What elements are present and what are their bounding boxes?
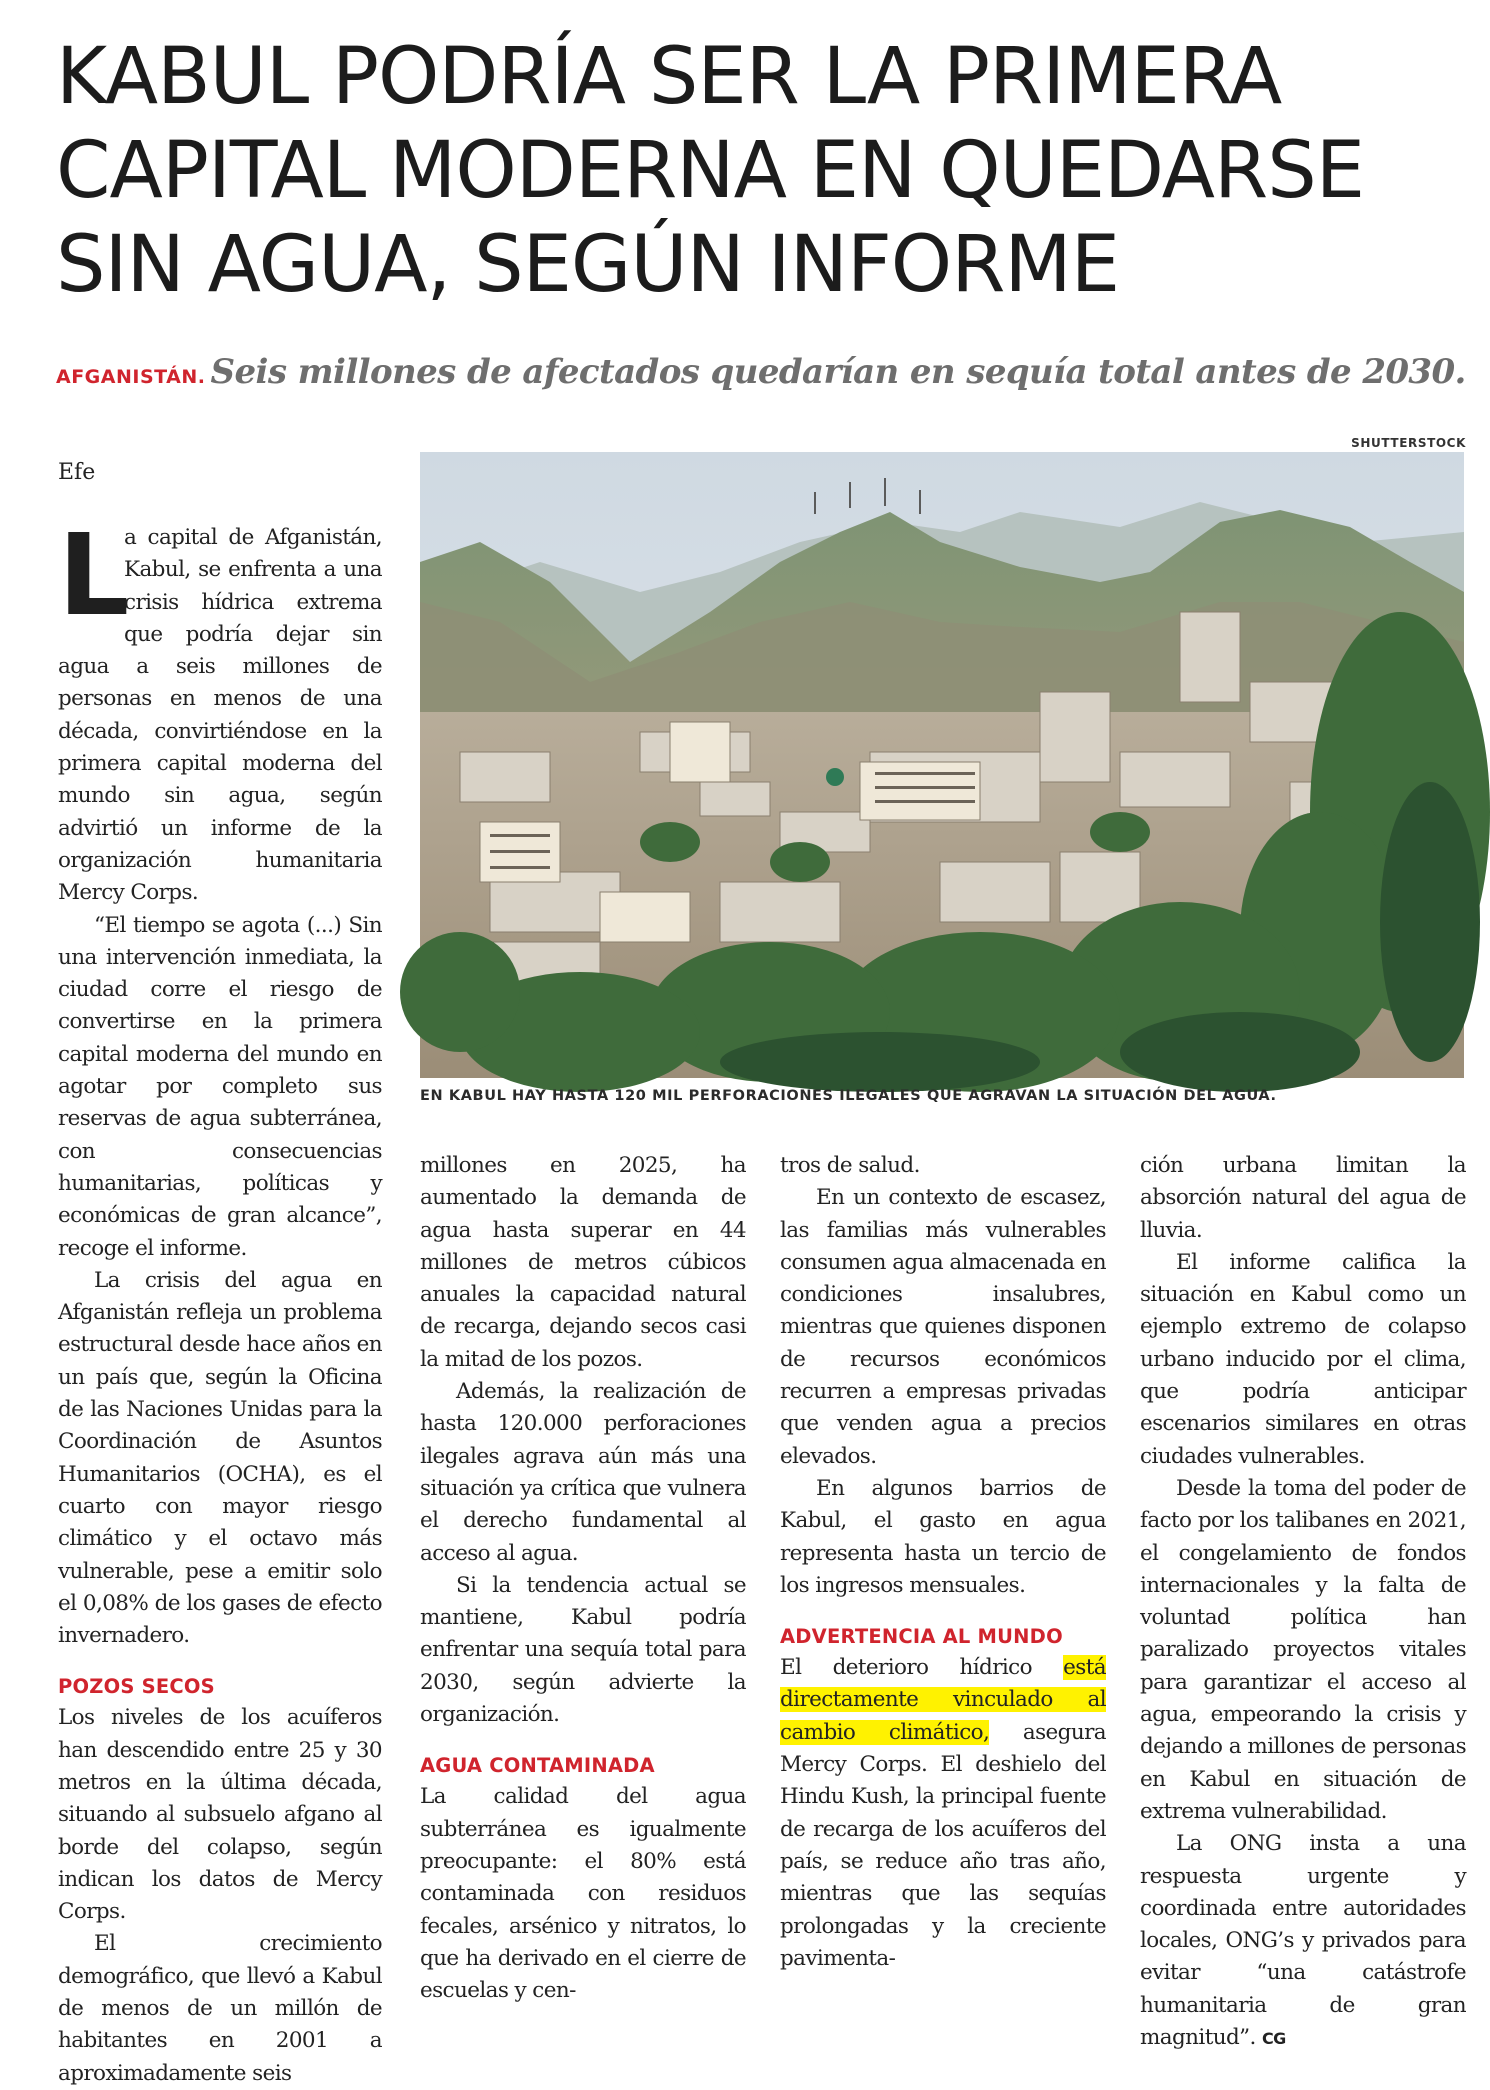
paragraph: Si la tendencia actual se mantiene, Kabul podría enfrentar una sequía total para 2030, según advierte la organización.: [420, 1572, 746, 1728]
paragraph: La calidad del agua subterránea es igualmente preocupante: el 80% está contaminada con residuos fecales, arsénico y nitratos, lo que ha derivado en el cierre de escuelas y cen-: [420, 1784, 746, 2004]
article-column-1: [58, 511, 382, 2090]
paragraph: Desde la toma del poder de facto por los talibanes en 2021, el congelamiento de fondos internacionales y la falta de voluntad política han paralizado proyectos vitales para garantizar el acceso al agua, empeorando la crisis y dejando a millones de personas en Kabul en situación de extrema vulnerabilidad.: [1140, 1475, 1466, 1824]
paragraph: El informe califica la situación en Kabul como un ejemplo extremo de colapso urbano inducido por el clima, que podría anticipar escenarios similares en otras ciudades vulnerables.: [1140, 1249, 1466, 1469]
text-run: El deterioro hídrico: [780, 1655, 1064, 1681]
paragraph: tros de salud.: [780, 1153, 920, 1178]
paragraph: millones en 2025, ha aumentado la demanda de agua hasta superar en 44 millones de metros cúbicos anuales la capacidad natural de recarga, dejando secos casi la mitad de los pozos.: [420, 1153, 746, 1372]
headline-line-2: CAPITAL MODERNA EN QUEDARSE: [56, 126, 1365, 216]
text-run: asegura Mercy Corps. El deshielo del Hindu Kush, la principal fuente de recarga de los acuíferos del país, se reduce año tras año, mientras que las sequías prolongadas y la creciente pavimenta-: [780, 1719, 1106, 1971]
subhead-agua-contaminada: AGUA CONTAMINADA: [420, 1754, 655, 1778]
kicker-deck-line: [56, 352, 1476, 392]
paragraph: En algunos barrios de Kabul, el gasto en agua representa hasta un tercio de los ingresos mensuales.: [780, 1475, 1106, 1598]
headline-line-1: KABUL PODRÍA SER LA PRIMERA: [56, 32, 1282, 122]
dropcap: L: [58, 511, 129, 641]
subhead-pozos-secos: POZOS SECOS: [58, 1675, 215, 1699]
article-column-3: [780, 1150, 1106, 1975]
byline: Efe: [58, 460, 96, 485]
article-column-4: [1140, 1150, 1466, 2055]
paragraph: ción urbana limitan la absorción natural del agua de lluvia.: [1140, 1153, 1466, 1243]
kabul-photo: [420, 452, 1464, 1078]
highlighted-text: está directamente vinculado al cambio climático,: [780, 1655, 1106, 1745]
photo-credit: SHUTTERSTOCK: [1351, 436, 1466, 450]
headline: [56, 30, 1476, 312]
kicker: AFGANISTÁN.: [56, 366, 206, 388]
paragraph: Los niveles de los acuíferos han descendido entre 25 y 30 metros en la última década, situando al subsuelo afgano al borde del colapso, según indican los datos de Mercy Corps.: [58, 1705, 382, 1925]
paragraph: El crecimiento demográfico, que llevó a Kabul de menos de un millón de habitantes en 2001 a aproximadamente seis: [58, 1931, 382, 2086]
paragraph-text: La ONG insta a una respuesta urgente y coordinada entre autoridades locales, ONG’s y privados para evitar “una catástrofe humanitaria de gran magnitud”.: [1140, 1831, 1466, 2051]
paragraph-final: [1140, 1828, 1466, 2055]
lead-paragraph-wrap: [58, 511, 382, 910]
headline-line-3: SIN AGUA, SEGÚN INFORME: [56, 220, 1119, 310]
paragraph: “El tiempo se agota (...) Sin una intervención inmediata, la ciudad corre el riesgo de convertirse en la primera capital moderna del mundo en agotar por completo sus reservas de agua subterránea, con consecuencias humanitarias, políticas y económicas de gran alcance”, recoge el informe.: [58, 912, 382, 1261]
paragraph: Además, la realización de hasta 120.000 perforaciones ilegales agrava aún más una situación ya crítica que vulnera el derecho fundamental al acceso al agua.: [420, 1379, 746, 1566]
paragraph: a capital de Afganistán, Kabul, se enfrenta a una crisis hídrica extrema que podría dejar sin agua a seis millones de personas en menos de una década, convirtiéndose en la primera capital moderna del mundo sin agua, según advirtió un informe de la organización humanitaria Mercy Corps.: [58, 525, 382, 906]
kabul-cityscape-illustration: [420, 452, 1464, 1078]
deck: Seis millones de afectados quedarían en sequía total antes de 2030.: [210, 352, 1466, 392]
paragraph: La crisis del agua en Afganistán refleja un problema estructural desde hace años en un país que, según la Oficina de las Naciones Unidas para la Coordinación de Asuntos Humanitarios (OCHA), es el cuarto con mayor riesgo climático y el octavo más vulnerable, pese a emitir solo el 0,08% de los gases de efecto invernadero.: [58, 1267, 382, 1649]
end-mark: CG: [1262, 2029, 1286, 2049]
photo-caption: EN KABUL HAY HASTA 120 MIL PERFORACIONES ILEGALES QUE AGRAVAN LA SITUACIÓN DEL AGUA.: [420, 1088, 1277, 1104]
subhead-advertencia-al-mundo: ADVERTENCIA AL MUNDO: [780, 1625, 1063, 1649]
article-column-2: [420, 1150, 746, 2007]
paragraph-highlighted: [780, 1652, 1106, 1975]
paragraph: En un contexto de escasez, las familias más vulnerables consumen agua almacenada en condiciones insalubres, mientras que quienes disponen de recursos económicos recurren a empresas privadas que venden agua a precios elevados.: [780, 1185, 1106, 1469]
